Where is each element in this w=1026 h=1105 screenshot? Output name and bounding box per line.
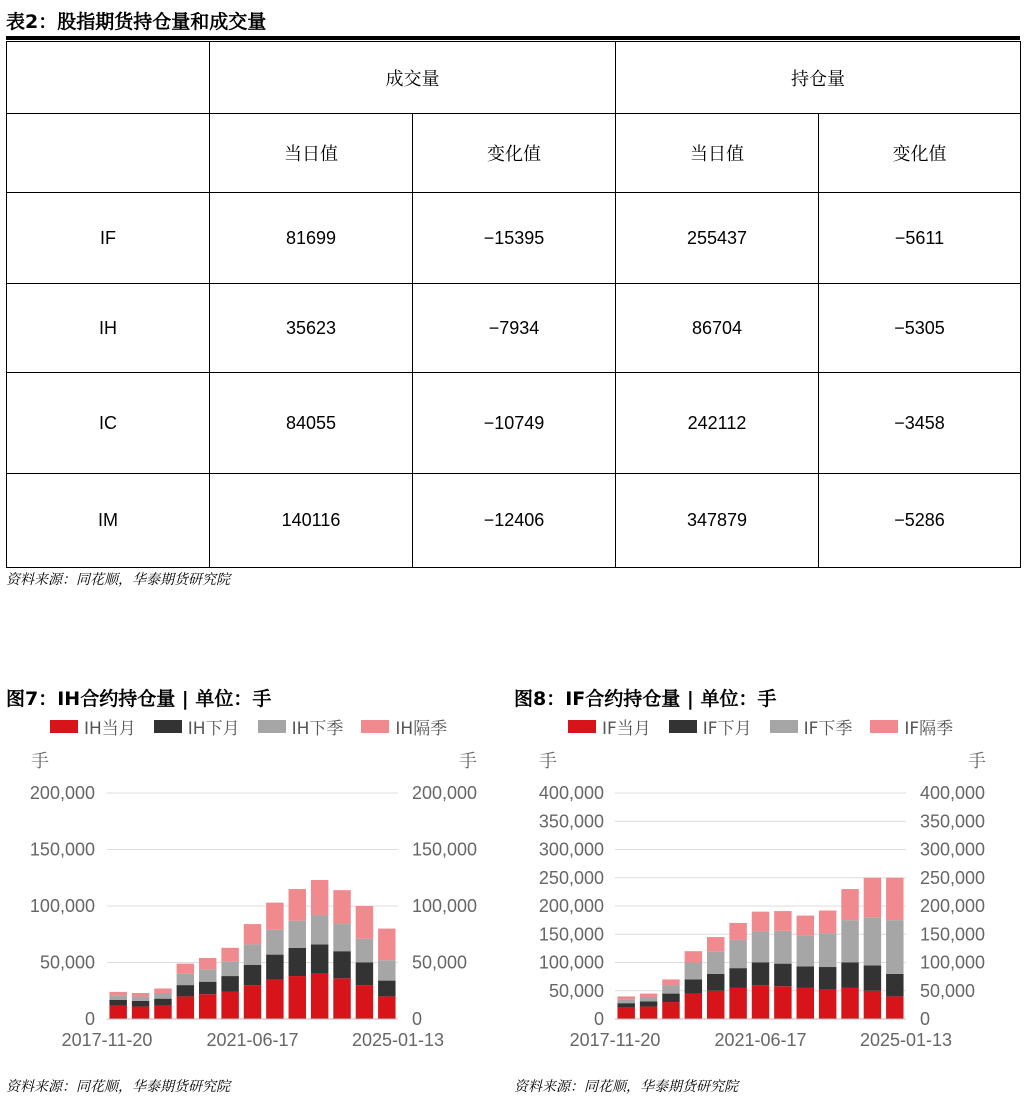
table-row <box>7 193 1021 284</box>
bar-segment-IF隔季 <box>841 889 858 920</box>
bar-segment-IF下季 <box>797 935 814 966</box>
legend-item[interactable] <box>770 714 853 739</box>
y-tick-label-left: 50,000 <box>548 980 604 1001</box>
cell-open-interest: 347879 <box>616 474 819 568</box>
x-tick-label: 2021-06-17 <box>206 1030 299 1050</box>
futures-table <box>6 41 1021 568</box>
legend-item[interactable] <box>258 714 344 739</box>
y-tick-label-right: 350,000 <box>920 811 986 832</box>
bar-segment-IF下月 <box>662 994 679 1002</box>
bar-segment-IF下季 <box>640 997 657 1002</box>
legend-label: IF下季 <box>803 719 853 739</box>
bar-segment-IH下月 <box>109 1000 126 1006</box>
y-tick-label-left: 300,000 <box>538 839 604 860</box>
bar-segment-IH下月 <box>177 985 194 996</box>
bar-segment-IH下季 <box>132 996 149 1001</box>
bar-segment-IF下季 <box>774 931 791 964</box>
y-tick-label-right: 150,000 <box>412 839 478 860</box>
bar-segment-IH下月 <box>244 965 261 985</box>
bar-segment-IH隔季 <box>199 958 216 969</box>
bar-segment-IH当月 <box>333 978 350 1019</box>
y-tick-label-left: 250,000 <box>538 867 604 888</box>
bar-segment-IH下季 <box>154 993 171 999</box>
bar-segment-IF下月 <box>617 1003 634 1008</box>
bar-segment-IH下月 <box>154 999 171 1006</box>
bar-segment-IF隔季 <box>797 916 814 936</box>
bar-segment-IF当月 <box>797 988 814 1019</box>
bar-segment-IF下月 <box>752 963 769 986</box>
bar-segment-IF下季 <box>819 933 836 967</box>
bar-segment-IH当月 <box>199 994 216 1019</box>
x-tick-label: 2017-11-20 <box>569 1030 661 1050</box>
bar-segment-IF隔季 <box>864 878 881 918</box>
bar-segment-IF当月 <box>617 1008 634 1019</box>
y-tick-label-right: 400,000 <box>920 783 986 803</box>
bar-segment-IF下月 <box>841 963 858 988</box>
figure-7-legend <box>50 714 447 739</box>
y-tick-label-right: 300,000 <box>920 839 986 860</box>
bar-segment-IF下季 <box>886 920 903 974</box>
bar-segment-IH下季 <box>289 921 306 948</box>
bar-segment-IF下月 <box>640 1001 657 1006</box>
legend-swatch <box>154 720 182 733</box>
table-title: 表2：股指期货持仓量和成交量 <box>6 8 1020 40</box>
bar-segment-IH隔季 <box>132 993 149 996</box>
y-tick-label-left: 200,000 <box>29 783 95 803</box>
y-tick-label-left: 350,000 <box>538 811 604 832</box>
x-tick-label: 2021-06-17 <box>714 1030 807 1050</box>
figure-8-legend <box>568 714 953 739</box>
bar-segment-IH下月 <box>132 1001 149 1007</box>
bar-segment-IH当月 <box>109 1005 126 1019</box>
x-tick-label: 2025-01-13 <box>859 1030 953 1050</box>
row-name: IM <box>7 474 210 568</box>
table-source: 资料来源：同花顺，华泰期货研究院 <box>6 572 230 588</box>
bar-segment-IH当月 <box>132 1007 149 1019</box>
bar-segment-IH当月 <box>289 976 306 1019</box>
legend-item[interactable] <box>870 714 953 739</box>
legend-swatch <box>669 720 697 733</box>
sub-header-oi-change: 变化值 <box>819 114 1021 193</box>
header-volume: 成交量 <box>210 42 616 114</box>
y-tick-label-left: 100,000 <box>538 952 604 973</box>
cell-volume: 84055 <box>210 373 413 474</box>
y-unit-left: 手 <box>539 751 557 771</box>
cell-volume-change: −12406 <box>413 474 616 568</box>
legend-swatch <box>258 720 286 733</box>
bar-segment-IH下月 <box>266 955 283 980</box>
bar-segment-IF下月 <box>819 967 836 990</box>
table-row <box>7 373 1021 474</box>
bar-segment-IF隔季 <box>886 878 903 920</box>
figure-7-source: 资料来源：同花顺，华泰期货研究院 <box>6 1079 230 1095</box>
header-open-interest: 持仓量 <box>616 42 1021 114</box>
sub-header-vol-change: 变化值 <box>413 114 616 193</box>
bar-segment-IF隔季 <box>819 911 836 934</box>
y-tick-label-left: 150,000 <box>538 924 604 945</box>
bar-segment-IF当月 <box>752 985 769 1019</box>
bar-segment-IF隔季 <box>752 912 769 932</box>
bar-segment-IH隔季 <box>333 890 350 924</box>
cell-volume: 35623 <box>210 284 413 373</box>
cell-volume: 81699 <box>210 193 413 284</box>
bar-segment-IF当月 <box>841 988 858 1019</box>
y-tick-label-left: 0 <box>84 1009 95 1029</box>
y-unit-left: 手 <box>31 751 49 771</box>
bar-segment-IH隔季 <box>221 948 238 962</box>
y-tick-label-right: 100,000 <box>412 896 478 916</box>
legend-swatch <box>50 720 78 733</box>
y-tick-label-right: 0 <box>412 1009 423 1029</box>
y-tick-label-right: 150,000 <box>920 924 986 945</box>
bar-segment-IF下季 <box>662 985 679 993</box>
bar-segment-IF隔季 <box>707 937 724 951</box>
legend-item[interactable] <box>361 714 447 739</box>
bar-segment-IF下月 <box>797 966 814 987</box>
bar-segment-IH下季 <box>378 960 395 980</box>
y-tick-label-right: 250,000 <box>920 867 986 888</box>
y-tick-label-right: 50,000 <box>920 980 976 1001</box>
bar-segment-IH下季 <box>356 939 373 963</box>
figure-8-source: 资料来源：同花顺，华泰期货研究院 <box>514 1079 738 1095</box>
bar-segment-IH隔季 <box>177 964 194 974</box>
bar-segment-IH下月 <box>289 948 306 976</box>
sub-header-row <box>7 114 1021 193</box>
row-name: IC <box>7 373 210 474</box>
y-tick-label-left: 200,000 <box>538 896 604 916</box>
sub-header-vol-value: 当日值 <box>210 114 413 193</box>
legend-item[interactable] <box>50 714 136 739</box>
y-tick-label-left: 0 <box>593 1009 604 1029</box>
bar-segment-IF下月 <box>707 974 724 991</box>
bar-segment-IF下季 <box>841 920 858 962</box>
bar-segment-IH下季 <box>109 995 126 1000</box>
bar-segment-IF当月 <box>685 994 702 1019</box>
bar-segment-IF当月 <box>819 990 836 1019</box>
bar-segment-IH下季 <box>333 924 350 951</box>
legend-label: IF下月 <box>702 719 752 739</box>
bar-segment-IF当月 <box>886 996 903 1019</box>
y-tick-label-left: 50,000 <box>39 952 95 973</box>
cell-volume-change: −15395 <box>413 193 616 284</box>
legend-label: IH下季 <box>291 719 344 739</box>
header-group-row <box>7 42 1021 114</box>
bar-segment-IF隔季 <box>685 951 702 962</box>
bar-segment-IF下月 <box>685 979 702 993</box>
cell-open-interest-change: −3458 <box>819 373 1021 474</box>
legend-label: IH下月 <box>187 719 240 739</box>
y-tick-label-right: 100,000 <box>920 952 986 973</box>
cell-open-interest: 255437 <box>616 193 819 284</box>
row-name: IH <box>7 284 210 373</box>
bar-segment-IF当月 <box>774 986 791 1019</box>
cell-volume-change: −7934 <box>413 284 616 373</box>
legend-swatch <box>568 720 596 733</box>
sub-header-oi-value: 当日值 <box>616 114 819 193</box>
legend-label: IF隔季 <box>904 719 954 739</box>
bar-segment-IH当月 <box>177 996 194 1019</box>
legend-swatch <box>361 720 389 733</box>
table-row <box>7 284 1021 373</box>
legend-item[interactable] <box>669 714 752 739</box>
bar-segment-IH当月 <box>154 1005 171 1019</box>
bar-segment-IF当月 <box>864 991 881 1019</box>
bar-segment-IF下月 <box>729 968 746 988</box>
legend-item[interactable] <box>154 714 240 739</box>
bar-segment-IF隔季 <box>729 923 746 940</box>
y-tick-label-left: 100,000 <box>29 896 95 916</box>
y-tick-label-right: 0 <box>920 1009 931 1029</box>
y-tick-label-left: 150,000 <box>29 839 95 860</box>
bar-segment-IF下月 <box>886 974 903 997</box>
y-unit-right: 手 <box>968 751 986 771</box>
y-tick-label-right: 200,000 <box>920 896 986 916</box>
figure-8-chart <box>508 740 1013 1055</box>
cell-open-interest-change: −5611 <box>819 193 1021 284</box>
bar-segment-IH当月 <box>378 996 395 1019</box>
bar-segment-IH下季 <box>311 915 328 944</box>
legend-label: IF当月 <box>602 719 651 739</box>
bar-segment-IH下月 <box>356 963 373 986</box>
bar-segment-IF隔季 <box>617 996 634 999</box>
legend-swatch <box>770 720 798 733</box>
bar-segment-IF下月 <box>864 965 881 990</box>
bar-segment-IF下季 <box>617 999 634 1003</box>
x-tick-label: 2025-01-13 <box>351 1030 445 1050</box>
header-empty-cell <box>7 114 210 193</box>
table-row <box>7 474 1021 568</box>
bar-segment-IH当月 <box>244 985 261 1019</box>
bar-segment-IF当月 <box>640 1007 657 1019</box>
bar-segment-IF当月 <box>729 988 746 1019</box>
cell-open-interest-change: −5305 <box>819 284 1021 373</box>
bar-segment-IF当月 <box>707 991 724 1019</box>
cell-open-interest: 242112 <box>616 373 819 474</box>
cell-volume: 140116 <box>210 474 413 568</box>
bar-segment-IH下季 <box>244 944 261 964</box>
bar-segment-IH当月 <box>266 979 283 1019</box>
bar-segment-IF下季 <box>864 917 881 965</box>
legend-item[interactable] <box>568 714 651 739</box>
bar-segment-IF隔季 <box>640 994 657 997</box>
bar-segment-IH当月 <box>356 985 373 1019</box>
bar-segment-IH隔季 <box>266 903 283 930</box>
bar-segment-IH隔季 <box>244 924 261 944</box>
row-name: IF <box>7 193 210 284</box>
bar-segment-IH下月 <box>199 982 216 994</box>
bar-segment-IH下季 <box>199 969 216 981</box>
bar-segment-IH下月 <box>378 981 395 997</box>
cell-open-interest-change: −5286 <box>819 474 1021 568</box>
y-unit-right: 手 <box>459 751 477 771</box>
bar-segment-IH隔季 <box>311 880 328 915</box>
bar-segment-IF下月 <box>774 964 791 987</box>
bar-segment-IH隔季 <box>356 906 373 939</box>
bar-segment-IF下季 <box>752 931 769 962</box>
cell-volume-change: −10749 <box>413 373 616 474</box>
bar-segment-IH下季 <box>266 930 283 955</box>
bar-segment-IF隔季 <box>662 979 679 985</box>
legend-swatch <box>870 720 898 733</box>
legend-label: IH隔季 <box>395 719 448 739</box>
bar-segment-IH下月 <box>311 944 328 973</box>
x-tick-label: 2017-11-20 <box>61 1030 153 1050</box>
figure-7-chart <box>0 740 500 1055</box>
y-tick-label-left: 400,000 <box>538 783 604 803</box>
bar-segment-IH当月 <box>221 992 238 1019</box>
bar-segment-IH下季 <box>221 961 238 976</box>
bar-segment-IF下季 <box>707 951 724 974</box>
bar-segment-IF下季 <box>729 940 746 968</box>
bar-segment-IF下季 <box>685 963 702 980</box>
bar-segment-IH下月 <box>333 951 350 978</box>
bar-segment-IF当月 <box>662 1002 679 1019</box>
legend-label: IH当月 <box>84 719 136 739</box>
bar-segment-IH隔季 <box>154 988 171 993</box>
y-tick-label-right: 200,000 <box>412 783 478 803</box>
bar-segment-IH当月 <box>311 974 328 1019</box>
cell-open-interest: 86704 <box>616 284 819 373</box>
bar-segment-IH隔季 <box>109 992 126 995</box>
bar-segment-IF隔季 <box>774 911 791 931</box>
bar-segment-IH下季 <box>177 974 194 985</box>
bar-segment-IH隔季 <box>378 929 395 961</box>
figure-8-title: 图8：IF合约持仓量 | 单位：手 <box>514 688 777 710</box>
bar-segment-IH隔季 <box>289 889 306 921</box>
figure-7-title: 图7：IH合约持仓量 | 单位：手 <box>6 688 272 710</box>
bar-segment-IH下月 <box>221 976 238 992</box>
header-empty-cell <box>7 42 210 114</box>
y-tick-label-right: 50,000 <box>412 952 468 973</box>
